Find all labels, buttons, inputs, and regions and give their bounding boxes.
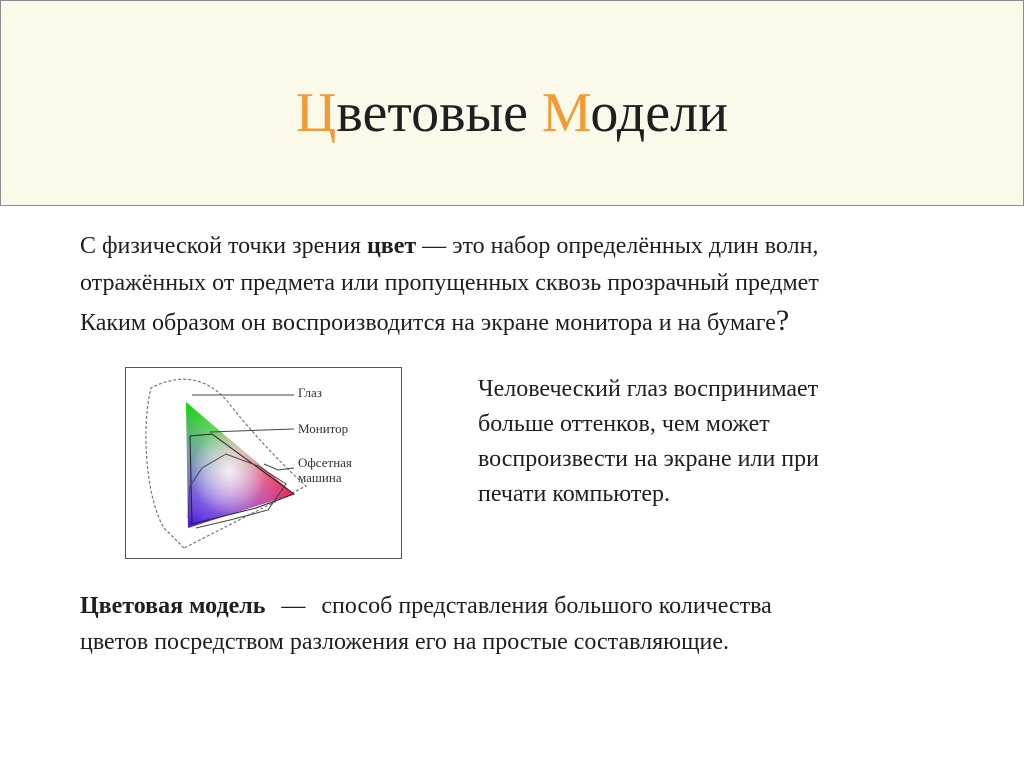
question-mark: ?	[775, 304, 790, 337]
intro-line-3	[80, 302, 980, 342]
intro-line-1-start: С физической точки зрения	[80, 233, 367, 259]
intro-term-color: цвет	[366, 233, 417, 259]
color-triangle	[186, 402, 294, 528]
definition-line-2: цветов посредством разложения его на простые составляющие.	[80, 629, 730, 655]
title-word-1-rest: ветовые	[336, 82, 542, 144]
intro-paragraph	[80, 228, 980, 342]
definition-term: Цветовая модель	[80, 593, 266, 619]
intro-line-1-end: — это набор определённых длин волн,	[416, 233, 819, 259]
offset-leader	[264, 464, 294, 470]
title-word-2-rest: одели	[590, 82, 729, 144]
label-monitor: Монитор	[298, 421, 349, 436]
label-eye: Глаз	[298, 385, 322, 400]
side-line-3: воспроизвести на экране или при	[478, 446, 819, 472]
title-accent-letter-2: М	[542, 82, 591, 144]
side-line-2: больше оттенков, чем может	[478, 411, 770, 437]
color-model-definition	[80, 588, 980, 660]
label-offset-2: машина	[298, 470, 342, 485]
definition-dash: —	[281, 593, 306, 619]
gamut-svg	[126, 368, 401, 558]
intro-line-1	[80, 228, 980, 265]
side-line-4: печати компьютер.	[478, 481, 671, 507]
definition-line-1	[80, 588, 980, 624]
slide-title	[0, 78, 1024, 148]
label-offset-1: Офсетная	[298, 455, 352, 470]
eye-perception-text	[478, 372, 908, 512]
definition-line-1-rest: способ представления большого количества	[321, 593, 772, 619]
monitor-leader	[210, 429, 294, 432]
intro-question: Каким образом он воспроизводится на экране монитора и на бумаге	[80, 310, 776, 336]
intro-line-2: отражённых от предмета или пропущенных сквозь прозрачный предмет	[80, 270, 819, 296]
color-gamut-diagram	[125, 367, 402, 559]
side-line-1: Человеческий глаз воспринимает	[478, 376, 819, 402]
title-accent-letter-1: Ц	[295, 82, 337, 144]
